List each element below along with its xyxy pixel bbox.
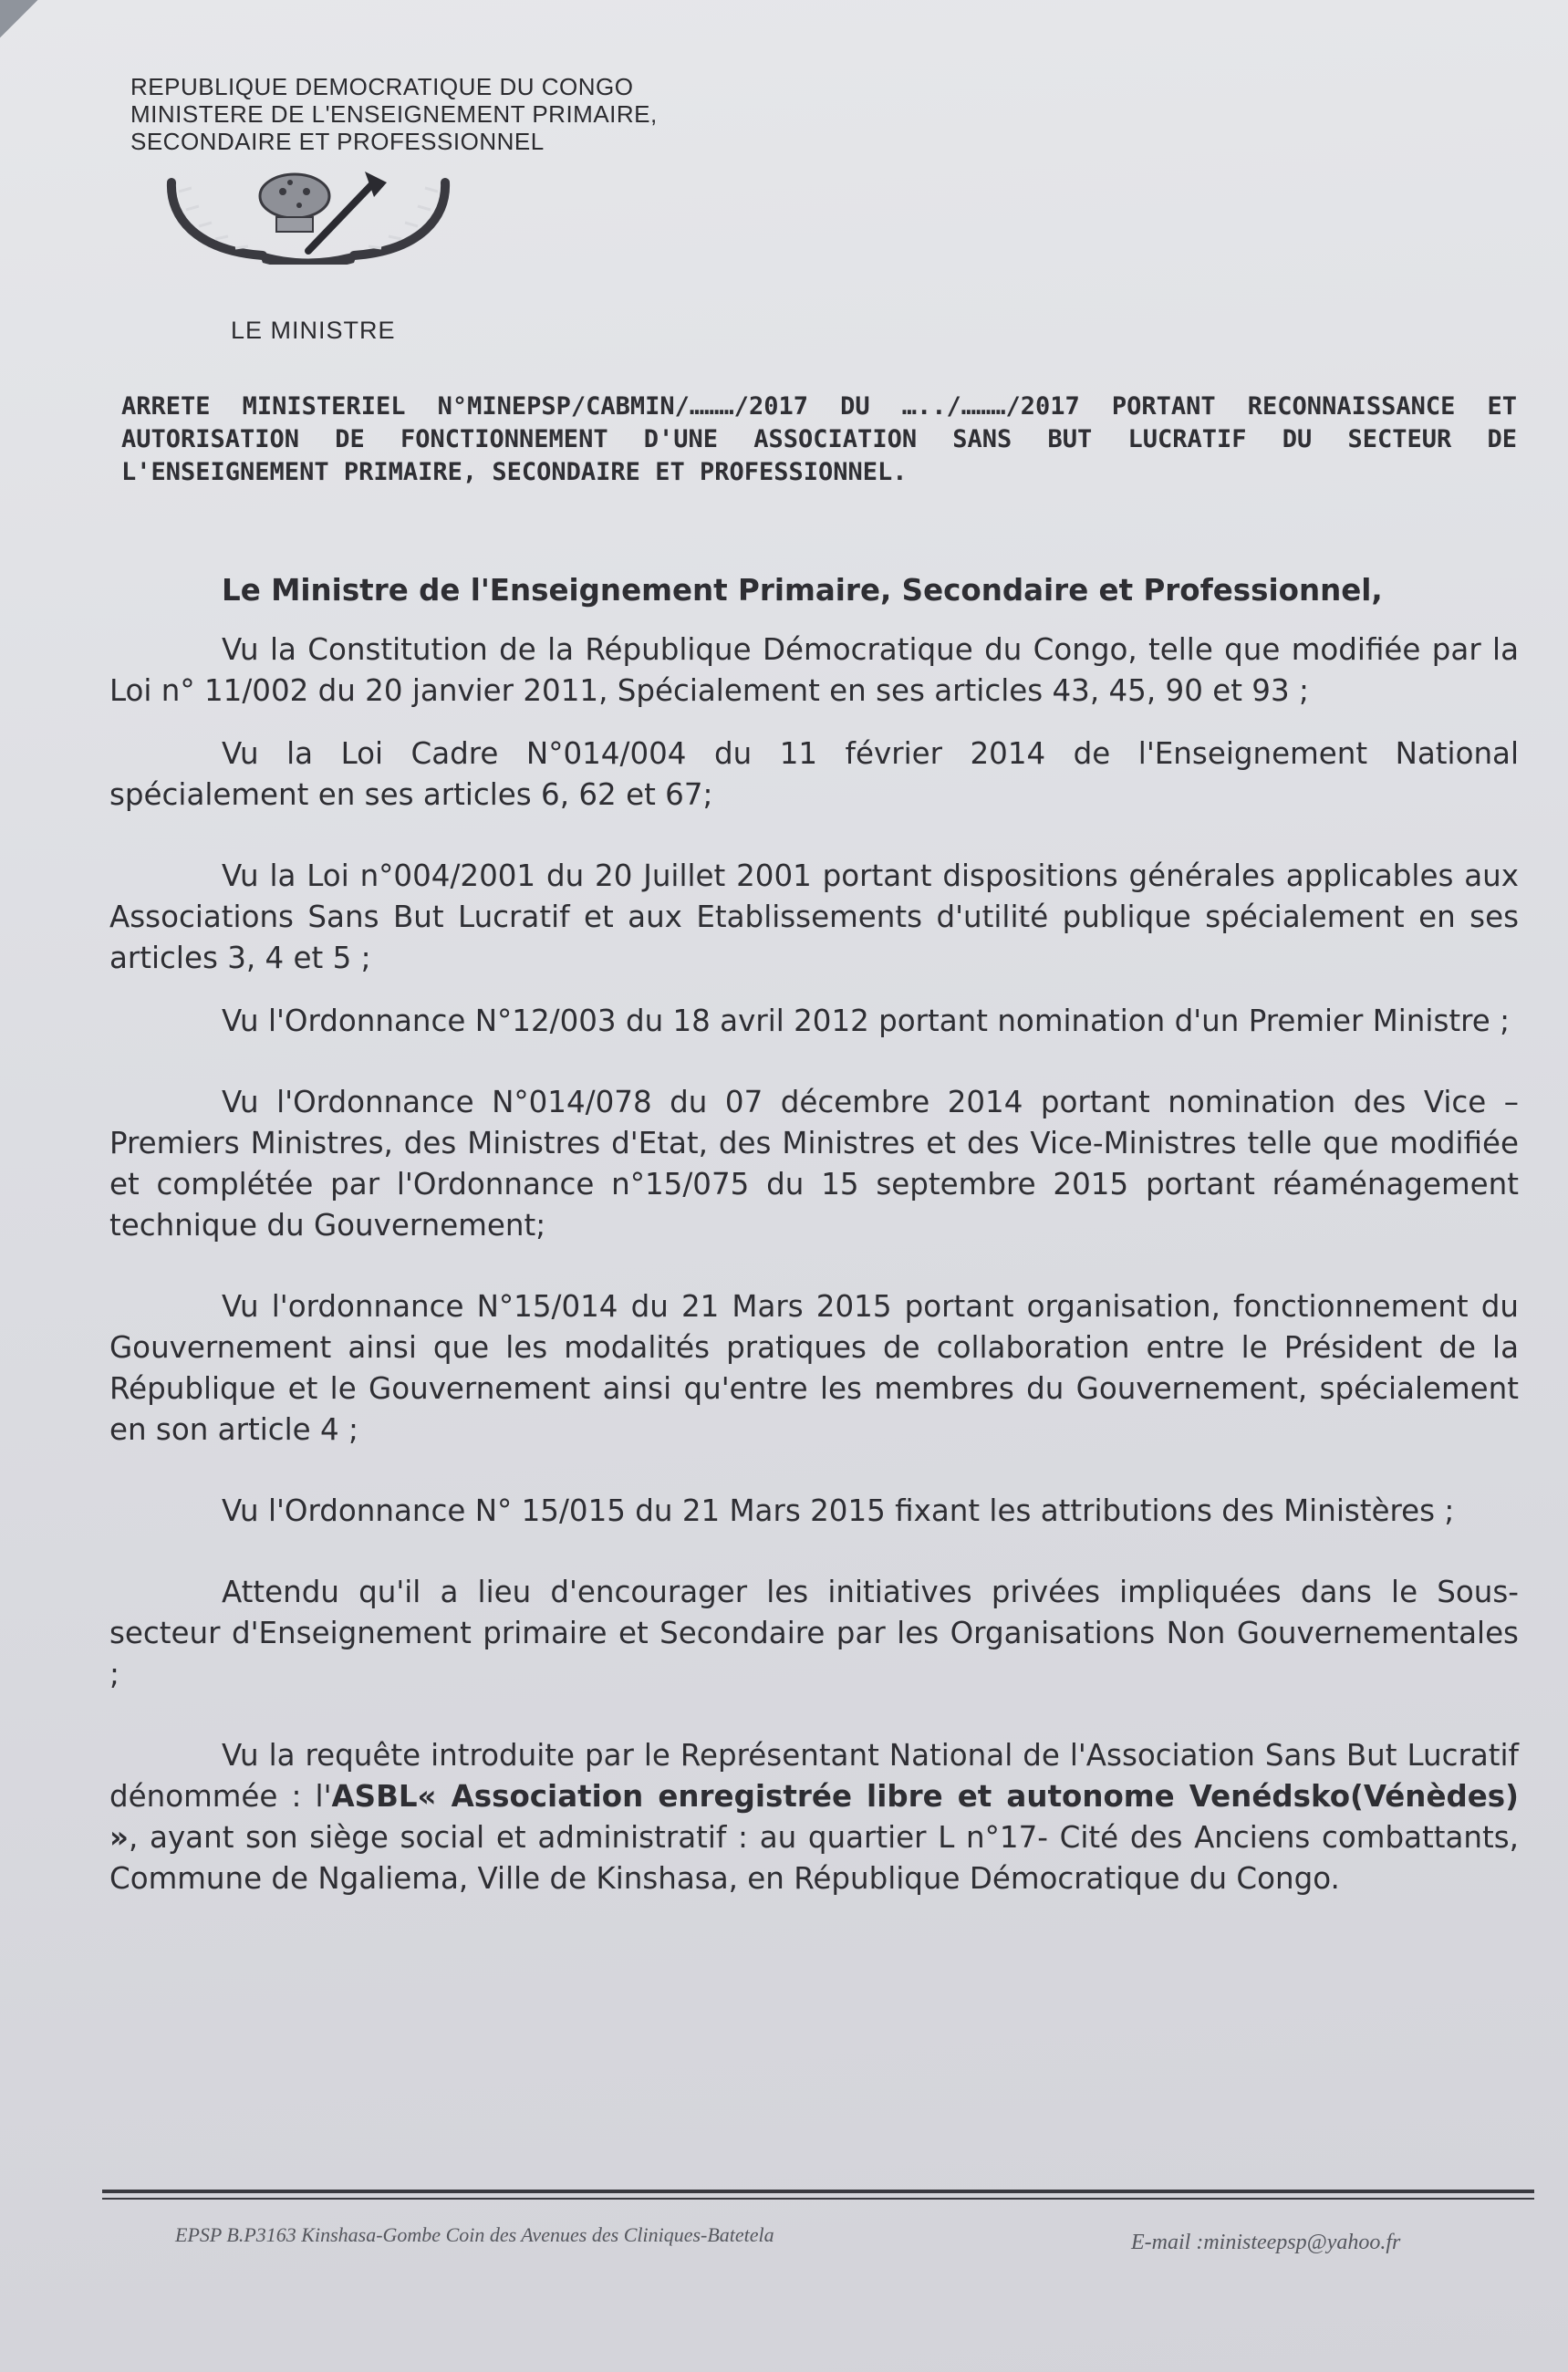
footer-rule-thick xyxy=(102,2190,1534,2193)
letterhead-line-3: SECONDAIRE ET PROFESSIONNEL xyxy=(130,128,545,155)
footer-rule-thin xyxy=(102,2198,1534,2200)
requete-text-end: , ayant son siège social et administratif : au quartier L n°17- Cité des Anciens combattants, Commune de Ngaliema, Ville de Kinshasa, en République Démocratique du Congo. xyxy=(109,1820,1519,1896)
paragraph-requete xyxy=(109,1735,1519,1899)
footer-email: E-mail :ministeepsp@yahoo.fr xyxy=(1131,2231,1401,2254)
paragraph-loi-cadre: Vu la Loi Cadre N°014/004 du 11 février 2014 de l'Enseignement National spécialement en ses articles 6, 62 et 67; xyxy=(109,736,1519,812)
letterhead xyxy=(130,73,658,155)
paragraph-loi-asbl: Vu la Loi n°004/2001 du 20 Juillet 2001 portant dispositions générales applicables aux Associations Sans But Lucratif et aux Etablissements d'utilité publique spécialement en ses articles 3, 4 et 5 ; xyxy=(109,858,1519,975)
decree-body xyxy=(109,570,1519,1921)
paragraph-ordonnance-premier-ministre: Vu l'Ordonnance N°12/003 du 18 avril 2012 portant nomination d'un Premier Ministre ; xyxy=(222,1004,1511,1038)
paragraph-attendu: Attendu qu'il a lieu d'encourager les initiatives privées impliquées dans le Sous-secteur d'Enseignement primaire et Secondaire par les Organisations Non Gouvernementales ; xyxy=(109,1575,1519,1691)
requete-text-start: Vu la requête introduite par le Représentant National de l'Association Sans But Lucratif dénommée : l' xyxy=(109,1738,1519,1814)
paragraph-ordonnance-organisation: Vu l'ordonnance N°15/014 du 21 Mars 2015 portant organisation, fonctionnement du Gouvernement ainsi que les modalités pratiques de collaboration entre le Président de la République et le Gouvernement ainsi qu'entre les membres du Gouvernement, spécialement en son article 4 ; xyxy=(109,1289,1519,1447)
paragraph-ordonnance-attributions: Vu l'Ordonnance N° 15/015 du 21 Mars 2015 fixant les attributions des Ministères ; xyxy=(222,1493,1455,1528)
coat-of-arms-icon xyxy=(162,164,454,265)
paragraph-ordonnance-ministres: Vu l'Ordonnance N°014/078 du 07 décembre 2014 portant nomination des Vice – Premiers Ministres, des Ministres d'Etat, des Ministres et des Vice-Ministres telle que modifiée et complétée par l'Ordonnance n°15/075 du 15 septembre 2015 portant réaménagement technique du Gouvernement; xyxy=(109,1085,1519,1243)
minister-label: LE MINISTRE xyxy=(231,317,396,344)
footer-address: EPSP B.P3163 Kinshasa-Gombe Coin des Avenues des Cliniques-Batetela xyxy=(175,2223,774,2246)
paragraph-constitution: Vu la Constitution de la République Démocratique du Congo, telle que modifiée par la Loi n° 11/002 du 20 janvier 2011, Spécialement en ses articles 43, 45, 90 et 93 ; xyxy=(109,632,1519,708)
letterhead-line-2: MINISTERE DE L'ENSEIGNEMENT PRIMAIRE, xyxy=(130,100,658,128)
letterhead-line-1: REPUBLIQUE DEMOCRATIQUE DU CONGO xyxy=(130,73,634,100)
association-name: ASBL« Association enregistrée libre et autonome Venédsko(Vénèdes) » xyxy=(109,1779,1519,1855)
decree-title: ARRETE MINISTERIEL N°MINEPSP/CABMIN/………/2017 DU …../………/2017 PORTANT RECONNAISSANCE ET AUTORISATION DE FONCTIONNEMENT D'UNE ASSOCIATION SANS BUT LUCRATIF DU SECTEUR DE L'ENSEIGNEMENT PRIMAIRE, SECONDAIRE ET PROFESSIONNEL. xyxy=(121,392,1517,486)
greeting: Le Ministre de l'Enseignement Primaire, Secondaire et Professionnel, xyxy=(222,573,1383,608)
page-corner-shadow xyxy=(0,0,83,83)
